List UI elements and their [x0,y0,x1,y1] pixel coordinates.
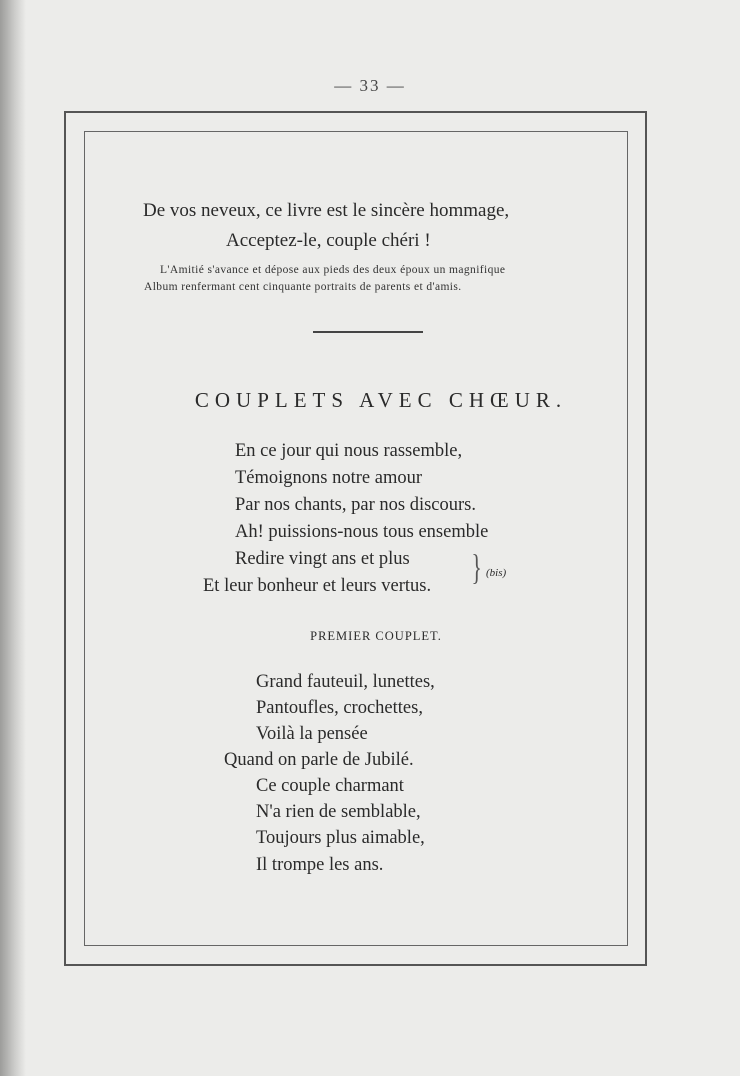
chorus-line-2: Témoignons notre amour [235,468,423,488]
couplet-line-8: Il trompe les ans. [256,855,384,875]
couplet-heading: PREMIER COUPLET. [310,629,442,643]
couplet-line-5: Ce couple charmant [256,776,404,796]
repeat-mark: (bis) [486,567,507,579]
repeat-brace: } [471,547,482,587]
chorus-line-5: Redire vingt ans et plus [235,549,410,569]
couplet-line-6: N'a rien de semblable, [256,802,421,822]
couplet-line-4: Quand on parle de Jubilé. [224,750,414,770]
page-number: — 33 — [334,76,406,95]
note-line-1: L'Amitié s'avance et dépose aux pieds des deux époux un magnifique [160,264,506,276]
section-title: COUPLETS AVEC CHŒUR. [194,388,568,412]
chorus-line-6: Et leur bonheur et leurs vertus. [203,576,432,596]
chorus-line-3: Par nos chants, par nos discours. [235,495,476,515]
dedication-line-2: Acceptez-le, couple chéri ! [226,230,431,251]
note-line-2: Album renfermant cent cinquante portraits de parents et d'amis. [144,281,462,293]
couplet-line-1: Grand fauteuil, lunettes, [256,672,435,692]
divider-rule [313,331,423,333]
chorus-line-4: Ah! puissions-nous tous ensemble [235,522,489,542]
couplet-line-7: Toujours plus aimable, [256,828,425,848]
chorus-line-1: En ce jour qui nous rassemble, [235,441,463,461]
couplet-line-2: Pantoufles, crochettes, [256,698,423,718]
binding-shadow [0,0,26,1076]
dedication-line-1: De vos neveux, ce livre est le sincère hommage, [143,200,510,221]
couplet-line-3: Voilà la pensée [256,724,368,744]
